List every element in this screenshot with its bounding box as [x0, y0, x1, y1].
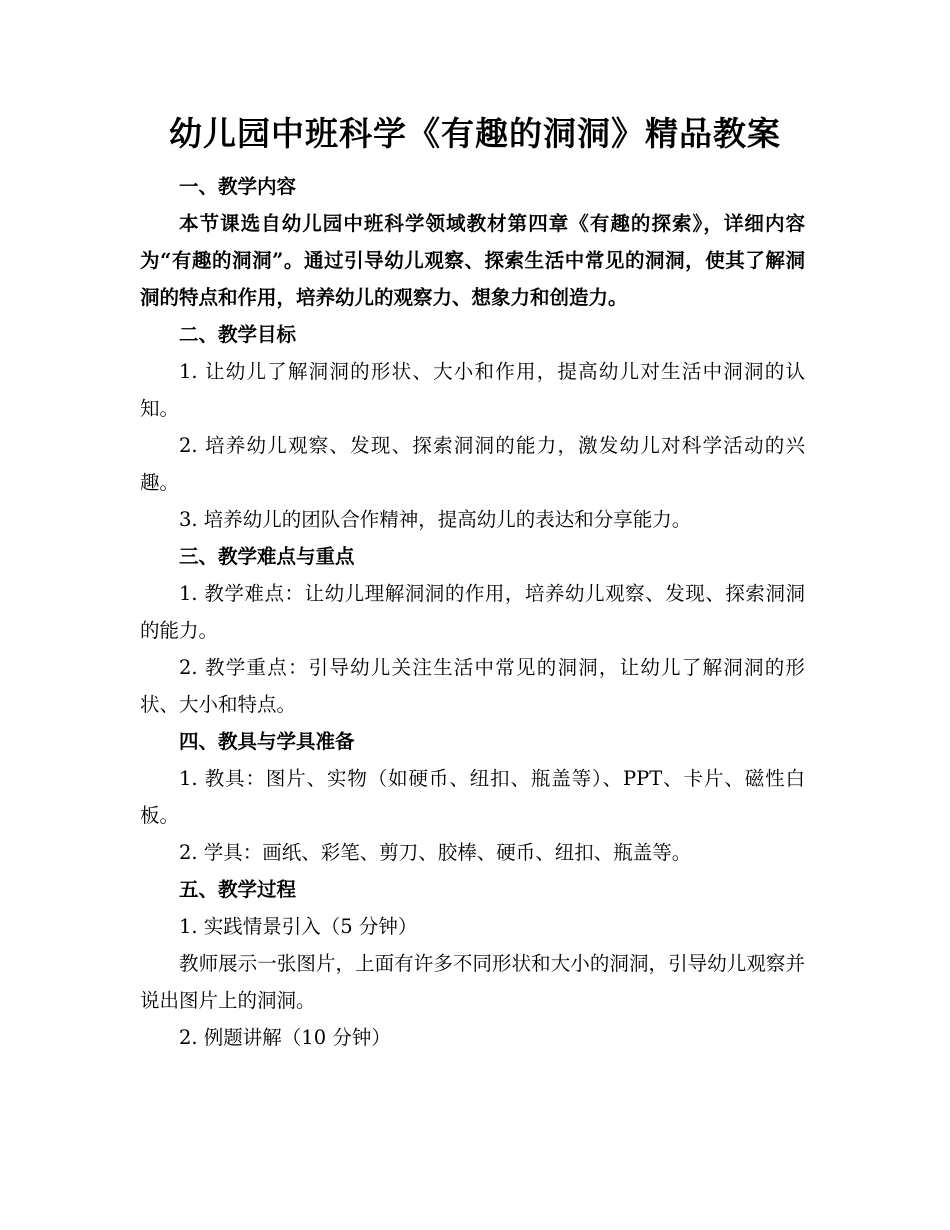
process-item: 1. 实践情景引入（5 分钟）: [179, 915, 418, 938]
document-title: 幼儿园中班科学《有趣的洞洞》精品教案: [169, 114, 781, 153]
key-point-item: 1. 教学难点：让幼儿理解洞洞的作用，培养幼儿观察、发现、探索洞洞的能力。: [140, 582, 805, 642]
section-content-paragraph: 本节课选自幼儿园中班科学领域教材第四章《有趣的探索》，详细内容为“有趣的洞洞”。通过引导幼儿观察、探索生活中常见的洞洞，使其了解洞洞的特点和作用，培养幼儿的观察力、想象力和创造力。: [140, 212, 805, 309]
materials-item: 1. 教具：图片、实物（如硬币、纽扣、瓶盖等）、PPT、卡片、磁性白板。: [140, 767, 805, 827]
key-point-item: 2. 教学重点：引导幼儿关注生活中常见的洞洞，让幼儿了解洞洞的形状、大小和特点。: [140, 656, 805, 716]
document-body: [140, 168, 805, 1056]
section-heading-content: 一、教学内容: [179, 175, 297, 198]
section-heading-objectives: 二、教学目标: [179, 323, 297, 346]
section-heading-key-points: 三、教学难点与重点: [179, 545, 355, 568]
section-heading-process: 五、教学过程: [179, 878, 297, 901]
process-item: 教师展示一张图片，上面有许多不同形状和大小的洞洞，引导幼儿观察并说出图片上的洞洞。: [140, 952, 805, 1012]
materials-item: 2. 学具：画纸、彩笔、剪刀、胶棒、硬币、纽扣、瓶盖等。: [179, 841, 692, 864]
process-item: 2. 例题讲解（10 分钟）: [179, 1026, 391, 1049]
section-heading-materials: 四、教具与学具准备: [179, 730, 355, 753]
objective-item: 1. 让幼儿了解洞洞的形状、大小和作用，提高幼儿对生活中洞洞的认知。: [140, 360, 805, 420]
objective-item: 2. 培养幼儿观察、发现、探索洞洞的能力，激发幼儿对科学活动的兴趣。: [140, 434, 805, 494]
objective-item: 3. 培养幼儿的团队合作精神，提高幼儿的表达和分享能力。: [179, 508, 692, 531]
